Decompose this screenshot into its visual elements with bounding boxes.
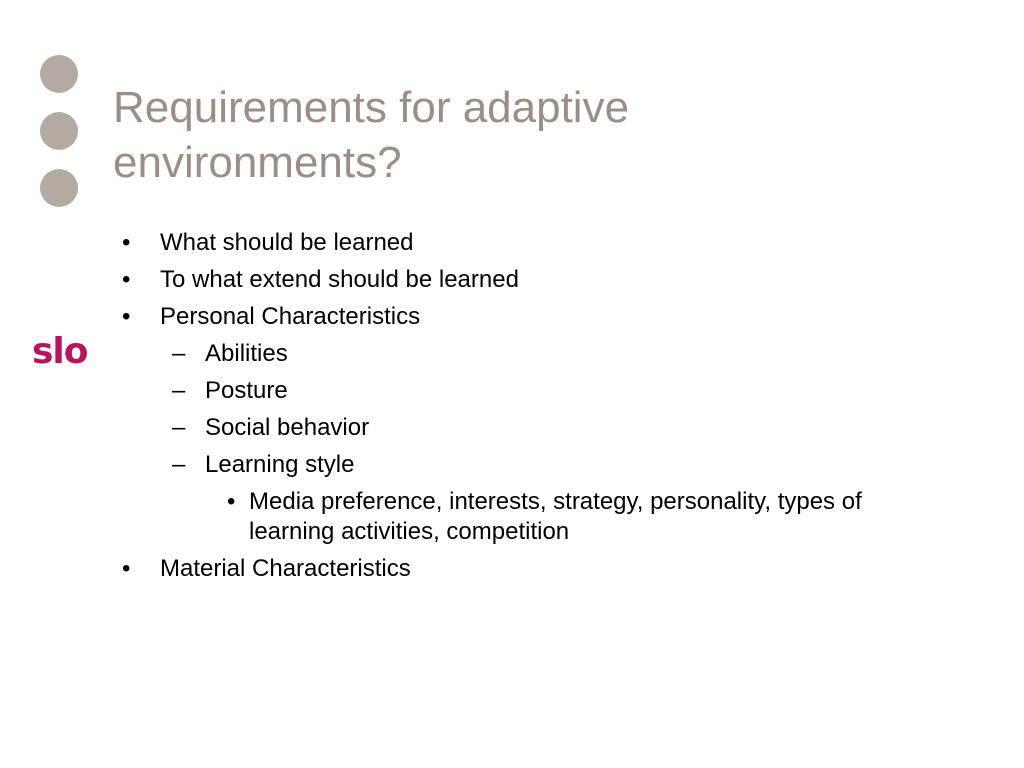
dash-marker: – bbox=[172, 451, 186, 478]
slo-logo: slo bbox=[32, 331, 88, 372]
list-item bbox=[122, 302, 421, 332]
list-item-text: Social behavior bbox=[205, 414, 370, 441]
dash-marker: – bbox=[172, 340, 186, 367]
sub-list-item bbox=[172, 413, 370, 443]
sub-list-item bbox=[172, 450, 355, 480]
list-item-text: Learning style bbox=[205, 451, 355, 478]
list-item-text: Material Characteristics bbox=[160, 555, 411, 582]
bullet-marker: • bbox=[122, 229, 131, 256]
list-item bbox=[122, 265, 519, 295]
list-item-text: What should be learned bbox=[160, 229, 414, 256]
bullet-marker: • bbox=[122, 266, 131, 293]
bullet-marker: • bbox=[122, 303, 131, 330]
list-item bbox=[122, 554, 411, 584]
bullet-marker: • bbox=[122, 555, 131, 582]
list-item-text: Personal Characteristics bbox=[160, 303, 421, 330]
slide-title-line-2: environments? bbox=[113, 138, 402, 187]
dash-marker: – bbox=[172, 377, 186, 404]
list-item bbox=[122, 228, 414, 258]
sub-sub-list-item bbox=[227, 487, 889, 547]
decorative-dot-circle-icon bbox=[40, 169, 78, 207]
slide-title bbox=[113, 80, 813, 190]
dash-marker: – bbox=[172, 414, 186, 441]
list-item-text: To what extend should be learned bbox=[160, 266, 519, 293]
list-item-text: Abilities bbox=[205, 340, 288, 367]
bullet-marker: • bbox=[227, 488, 236, 515]
sub-list-item bbox=[172, 376, 288, 406]
decorative-dot-circle-icon bbox=[40, 55, 78, 93]
decorative-dot-circle-icon bbox=[40, 112, 78, 150]
list-item-text: Posture bbox=[205, 377, 288, 404]
sub-list-item bbox=[172, 339, 288, 369]
list-item-text: Media preference, interests, strategy, personality, types of learning activities, competition bbox=[249, 488, 862, 545]
slide-title-line-1: Requirements for adaptive bbox=[113, 83, 630, 132]
